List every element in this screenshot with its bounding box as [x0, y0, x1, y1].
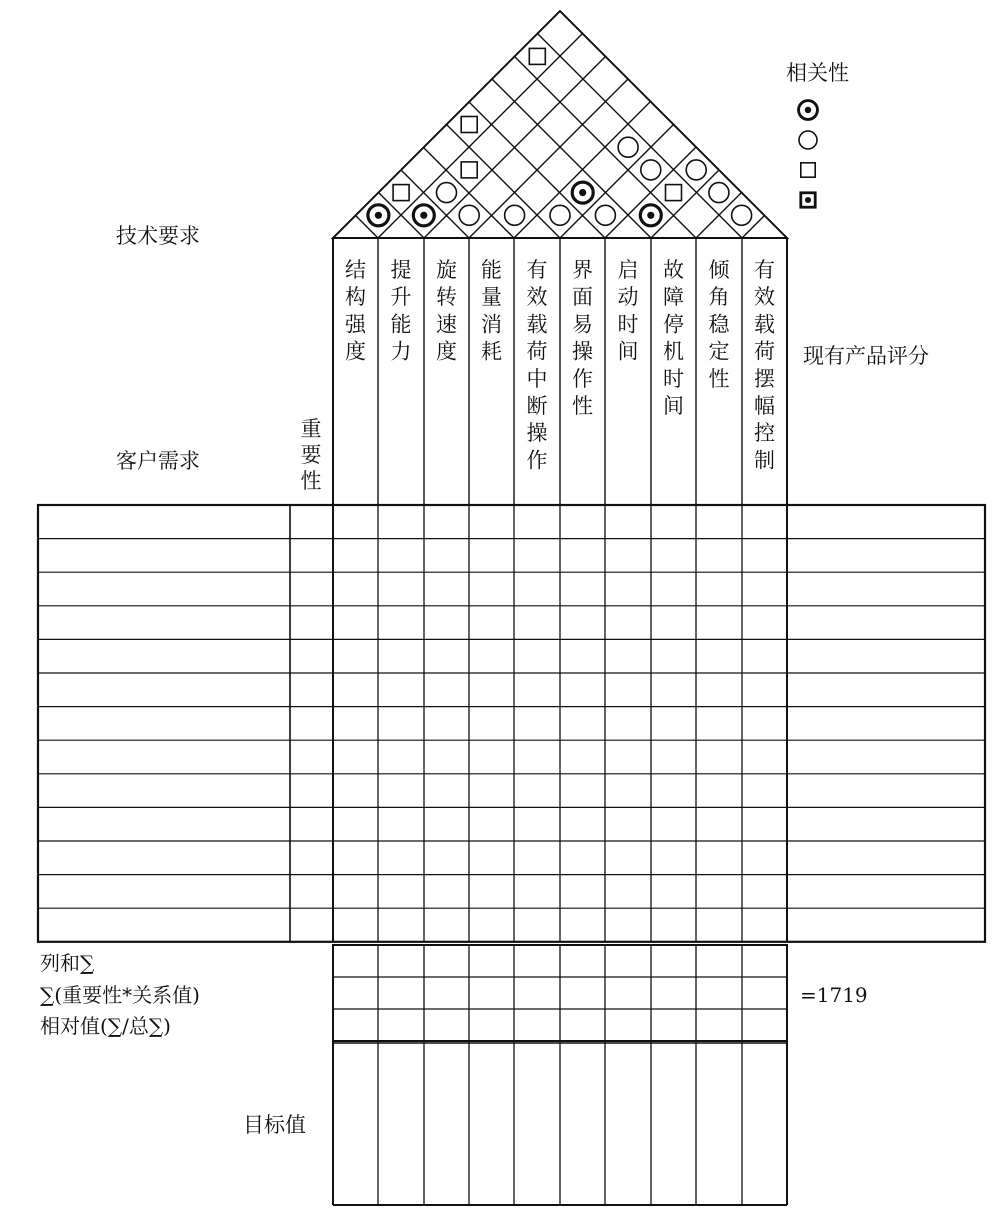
technical-requirements-header: [301, 238, 788, 505]
tech-requirement-char: 性: [708, 366, 730, 391]
tech-requirement-3: [436, 258, 457, 364]
symbol-circle: [799, 131, 817, 149]
relationship-matrix: [38, 505, 985, 942]
tech-requirement-10: [754, 258, 775, 472]
symbol-square: [393, 185, 409, 201]
tech-requirement-char: 速: [436, 312, 457, 337]
symbol-circle: [459, 205, 479, 225]
importance-header: [301, 417, 322, 493]
tech-requirement-char: 易: [572, 312, 593, 337]
roof-symbol-positive: [618, 137, 638, 157]
correlation-legend-positive-icon: [799, 131, 817, 149]
tech-requirement-char: 控: [754, 421, 775, 446]
tech-requirement-char: 制: [754, 448, 775, 473]
symbol-circle: [641, 160, 661, 180]
tech-requirement-char: 荷: [754, 339, 775, 364]
symbol-circle: [618, 137, 638, 157]
tech-requirement-char: 提: [390, 258, 412, 282]
tech-requirement-char: 量: [481, 285, 502, 310]
tech-requirement-char: 面: [572, 285, 593, 310]
tech-requirement-char: 时: [663, 366, 684, 391]
tech-requirement-char: 力: [390, 339, 412, 364]
importance-header-char: 性: [300, 469, 322, 493]
tech-requirement-char: 载: [526, 312, 548, 337]
rating-title: 现有产品评分: [803, 344, 929, 368]
customer-needs-label: 客户需求: [116, 449, 200, 473]
tech-requirement-char: 有: [754, 258, 775, 282]
bottom-summary: [333, 945, 787, 1205]
tech-requirement-char: 结: [345, 258, 366, 282]
tech-requirement-char: 能: [481, 258, 502, 282]
tech-requirement-char: 度: [436, 339, 457, 364]
tech-requirement-5: [527, 258, 548, 472]
roof-symbol-positive: [686, 160, 706, 180]
correlation-legend-strong-positive-icon: [799, 101, 818, 120]
tech-requirement-char: 定: [708, 339, 730, 364]
correlation-title: 相关性: [786, 61, 849, 85]
roof-symbol-positive: [550, 205, 570, 225]
correlation-roof: [333, 11, 787, 238]
tech-requirement-char: 间: [663, 394, 684, 418]
tech-requirement-char: 时: [617, 312, 639, 337]
roof-symbol-negative: [666, 185, 682, 201]
tech-requirement-char: 载: [754, 312, 775, 337]
roof-symbol-strong-positive: [640, 205, 661, 226]
tech-requirement-6: [572, 258, 593, 418]
roof-symbol-strong-positive: [368, 205, 389, 226]
symbol-circle: [505, 205, 525, 225]
roof-symbol-strong-positive: [413, 205, 434, 226]
tech-requirement-char: 断: [526, 394, 548, 418]
roof-symbol-positive: [505, 205, 525, 225]
roof-symbol-positive: [709, 183, 729, 203]
roof-symbol-strong-positive: [572, 182, 593, 203]
tech-requirement-char: 构: [345, 285, 366, 310]
correlation-roof-symbols: [368, 48, 752, 225]
tech-requirement-char: 能: [390, 312, 412, 337]
tech-requirement-char: 幅: [754, 394, 775, 418]
tech-requirement-char: 摆: [754, 366, 775, 391]
total-sum-value: =1719: [800, 983, 868, 1007]
symbol-circle: [732, 205, 752, 225]
tech-requirement-2: [391, 258, 412, 364]
symbol-dot: [805, 197, 811, 203]
symbol-square: [461, 117, 477, 133]
symbol-circle: [550, 205, 570, 225]
symbol-circle: [709, 183, 729, 203]
tech-requirement-char: 操: [526, 421, 548, 446]
symbol-circle: [437, 183, 457, 203]
correlation-legend-strong-negative-icon: [801, 193, 815, 207]
tech-requirement-char: 停: [663, 312, 684, 337]
symbol-circle: [686, 160, 706, 180]
symbol-dot: [805, 107, 811, 113]
tech-requirement-char: 界: [572, 258, 593, 282]
tech-requirement-char: 作: [572, 366, 593, 391]
tech-requirement-char: 间: [617, 339, 639, 364]
tech-requirement-char: 启: [617, 258, 639, 282]
importance-header-char: 重: [300, 417, 322, 441]
tech-requirement-char: 作: [526, 448, 548, 473]
tech-requirement-7: [618, 258, 639, 364]
tech-requirement-9: [709, 258, 731, 391]
symbol-square: [801, 163, 815, 177]
correlation-legend-negative-icon: [801, 163, 815, 177]
tech-requirement-char: 性: [572, 394, 593, 418]
relative-value-label: 相对值(∑/总∑): [40, 1014, 171, 1038]
tech-requirement-char: 有: [526, 258, 548, 282]
tech-requirement-char: 故: [663, 258, 684, 282]
symbol-square: [666, 185, 682, 201]
legends: [799, 101, 818, 208]
tech-requirement-char: 消: [481, 312, 502, 337]
roof-symbol-negative: [393, 185, 409, 201]
roof-symbol-negative: [529, 48, 545, 64]
roof-symbol-positive: [437, 183, 457, 203]
tech-requirement-char: 升: [390, 285, 412, 310]
symbol-square: [461, 162, 477, 178]
tech-requirement-char: 效: [526, 285, 548, 310]
tech-requirement-char: 强: [345, 312, 366, 337]
tech-requirement-1: [345, 258, 367, 364]
symbol-circle: [595, 205, 615, 225]
roof-grid-line: [538, 34, 742, 238]
roof-symbol-positive: [732, 205, 752, 225]
importance-header-char: 要: [300, 443, 322, 467]
symbol-dot: [420, 212, 427, 219]
roof-outline: [333, 11, 787, 238]
target-value-label: 目标值: [243, 1113, 306, 1137]
tech-requirement-char: 中: [526, 366, 548, 391]
tech-requirement-char: 动: [617, 285, 639, 310]
tech-requirement-char: 荷: [526, 339, 548, 364]
tech-requirement-8: [663, 258, 684, 418]
symbol-dot: [647, 212, 654, 219]
roof-symbol-positive: [459, 205, 479, 225]
roof-symbol-positive: [595, 205, 615, 225]
tech-requirement-char: 转: [436, 285, 457, 310]
col-sum-label: 列和∑: [40, 951, 95, 975]
roof-symbol-negative: [461, 162, 477, 178]
roof-symbol-negative: [461, 117, 477, 133]
tech-requirement-char: 倾: [708, 258, 730, 282]
symbol-dot: [375, 212, 382, 219]
tech-requirement-char: 旋: [436, 258, 457, 282]
weighted-sum-label: ∑(重要性*关系值): [40, 983, 200, 1007]
symbol-square: [529, 48, 545, 64]
tech-requirement-4: [481, 258, 502, 364]
tech-requirement-char: 障: [663, 285, 684, 310]
tech-requirement-char: 耗: [481, 339, 502, 364]
matrix-border: [38, 505, 985, 942]
symbol-dot: [579, 189, 586, 196]
tech-requirement-char: 效: [754, 285, 775, 310]
tech-requirement-char: 机: [663, 339, 684, 364]
tech-requirement-char: 操: [572, 339, 593, 364]
tech-requirement-char: 度: [345, 339, 366, 364]
tech-requirement-char: 稳: [708, 312, 730, 337]
roof-grid-line: [378, 34, 582, 238]
tech-requirement-char: 角: [708, 285, 730, 310]
roof-symbol-positive: [641, 160, 661, 180]
tech-requirements-label: 技术要求: [116, 224, 200, 248]
